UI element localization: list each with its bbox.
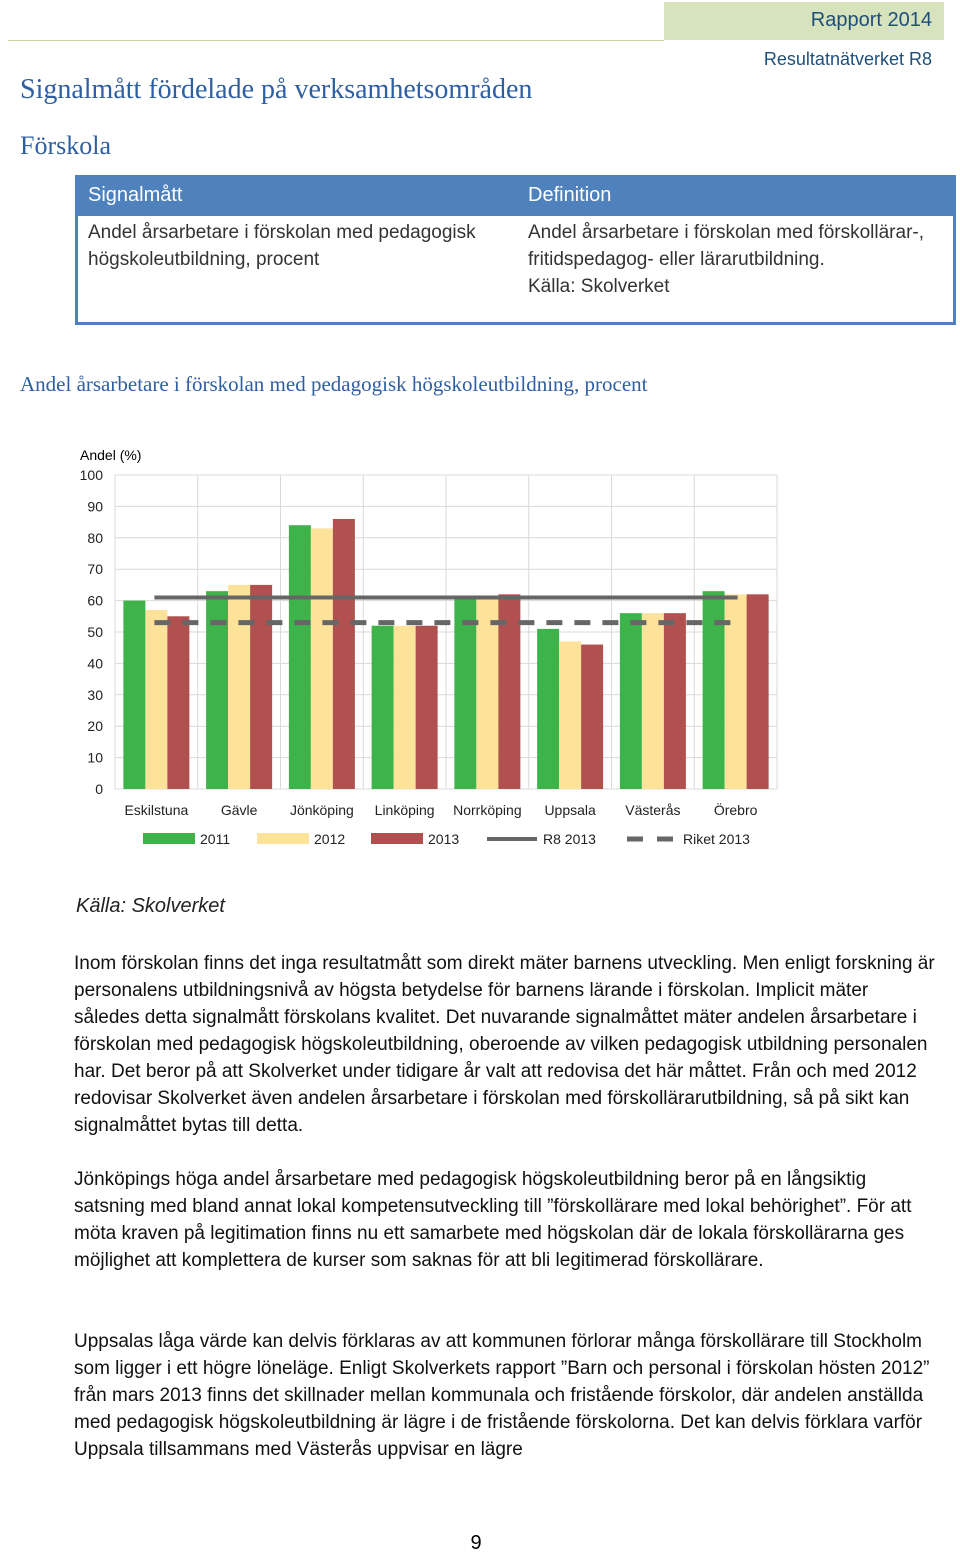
source-note: Källa: Skolverket [76, 895, 225, 917]
y-tick-label: 60 [87, 592, 103, 609]
x-tick-label: Linköping [374, 802, 435, 818]
body-paragraph: Jönköpings höga andel årsarbetare med pedagogisk högskoleutbildning beror på en långsiktig satsning med bland annat lokal kompetensutveckling till ”förskollärare med lokal behörighet”. För att möta kraven på legitimation finns nu ett samarbete med högskolan där de lokala förskollärarna ges möjlighet att komplettera de kurser som saknas för att bli legitimerad förskollärare. [74, 1169, 912, 1271]
y-tick-label: 10 [87, 749, 103, 766]
x-tick-label: Gävle [220, 802, 258, 818]
bar-2013 [664, 613, 686, 789]
bar-2012 [394, 626, 416, 789]
body-paragraph: Uppsalas låga värde kan delvis förklaras av att kommunen förlorar många förskollärare till Stockholm som ligger i ett högre löneläge. Enligt Skolverkets rapport ”Barn och personal i förskolan hösten 2012” från mars 2013 finns det skillnader mellan kommunala och fristående förskolor, där andelen anställda med pedagogisk högskoleutbildning är lägre i de fristående förskolorna. Det kan delvis förklara varför Uppsala tillsammans med Västerås uppvisar en lägre [74, 1331, 930, 1460]
column-header-definition: Definition [528, 184, 612, 206]
definition-source: Källa: Skolverket [528, 276, 670, 297]
y-tick-label: 50 [87, 624, 103, 640]
x-tick-label: Västerås [625, 802, 681, 818]
bar-2012 [559, 641, 581, 789]
y-tick-label: 90 [87, 498, 103, 515]
bar-2011 [620, 613, 642, 789]
bar-2013 [581, 645, 603, 789]
y-tick-label: 20 [87, 718, 103, 735]
legend-label: Riket 2013 [683, 831, 750, 847]
signal-cell: Andel årsarbetare i förskolan med pedagogisk högskoleutbildning, procent [88, 222, 476, 270]
definition-table [75, 175, 956, 325]
report-label: Rapport 2014 [810, 9, 932, 31]
bar-2012 [311, 528, 333, 789]
y-axis-label: Andel (%) [80, 447, 142, 463]
bar-2011 [123, 601, 145, 789]
legend-label: 2012 [314, 831, 346, 847]
x-tick-label: Örebro [713, 802, 758, 818]
y-tick-label: 0 [95, 781, 103, 797]
bar-2011 [289, 525, 311, 789]
legend-label: 2011 [200, 831, 231, 847]
definition-table-header [78, 178, 953, 216]
y-tick-label: 40 [87, 655, 103, 672]
x-tick-label: Jönköping [289, 802, 354, 818]
definition-text: Andel årsarbetare i förskolan med förskollärar-, fritidspedagog- eller lärarutbildning. [528, 222, 925, 270]
bar-chart [60, 435, 820, 860]
section-title: Signalmått fördelade på verksamhetsområden [20, 74, 533, 105]
bar-2012 [228, 585, 250, 789]
column-header-signal: Signalmått [88, 184, 183, 206]
y-tick-label: 30 [87, 686, 103, 703]
body-paragraph: Inom förskolan finns det inga resultatmått som direkt mäter barnens utveckling. Men enligt forskning är personalens utbildningsnivå av högsta betydelse för barnens lärande i förskolan. Implicit mäter således detta signalmått förskolans kvalitet. Det nuvarande signalmåttet mäter andelen årsarbetare i förskolan med pedagogisk högskoleutbildning, oberoende av vilken pedagogisk utbildning personalen har. Det beror på att Skolverket under tidigare år valt att redovisa det här måttet. Från och med 2012 redovisar Skolverket även andelen årsarbetare i förskolan med förskollärarutbildning, så på sikt kan signalmåttet bytas till detta. [74, 953, 935, 1136]
definition-cell [518, 216, 953, 300]
bar-2012 [476, 597, 498, 789]
x-tick-label: Uppsala [544, 802, 596, 818]
bar-2013 [333, 519, 355, 789]
network-label: Resultatnätverket R8 [763, 49, 932, 69]
bar-2013 [416, 626, 438, 789]
report-tab [664, 2, 944, 40]
legend-swatch [143, 833, 195, 844]
bar-2013 [250, 585, 272, 789]
header-rule [8, 40, 664, 41]
definition-table-row [78, 216, 953, 300]
legend-swatch [371, 833, 423, 844]
bar-2012 [145, 610, 167, 789]
legend-label: R8 2013 [543, 831, 596, 847]
y-tick-label: 80 [87, 529, 103, 546]
bar-2012 [642, 613, 664, 789]
x-tick-label: Norrköping [453, 802, 522, 818]
page-number: 9 [470, 1532, 482, 1554]
legend-swatch [257, 833, 309, 844]
subsection-title: Förskola [20, 131, 111, 160]
bar-2011 [372, 626, 394, 789]
y-tick-label: 70 [87, 561, 103, 578]
bar-2013 [747, 594, 769, 789]
bar-2011 [454, 597, 476, 789]
legend-label: 2013 [428, 831, 460, 847]
bar-2011 [537, 629, 559, 789]
y-tick-label: 100 [79, 467, 103, 483]
bar-2013 [167, 616, 189, 789]
chart-heading: Andel årsarbetare i förskolan med pedagogisk högskoleutbildning, procent [20, 372, 648, 396]
x-tick-label: Eskilstuna [124, 802, 189, 818]
